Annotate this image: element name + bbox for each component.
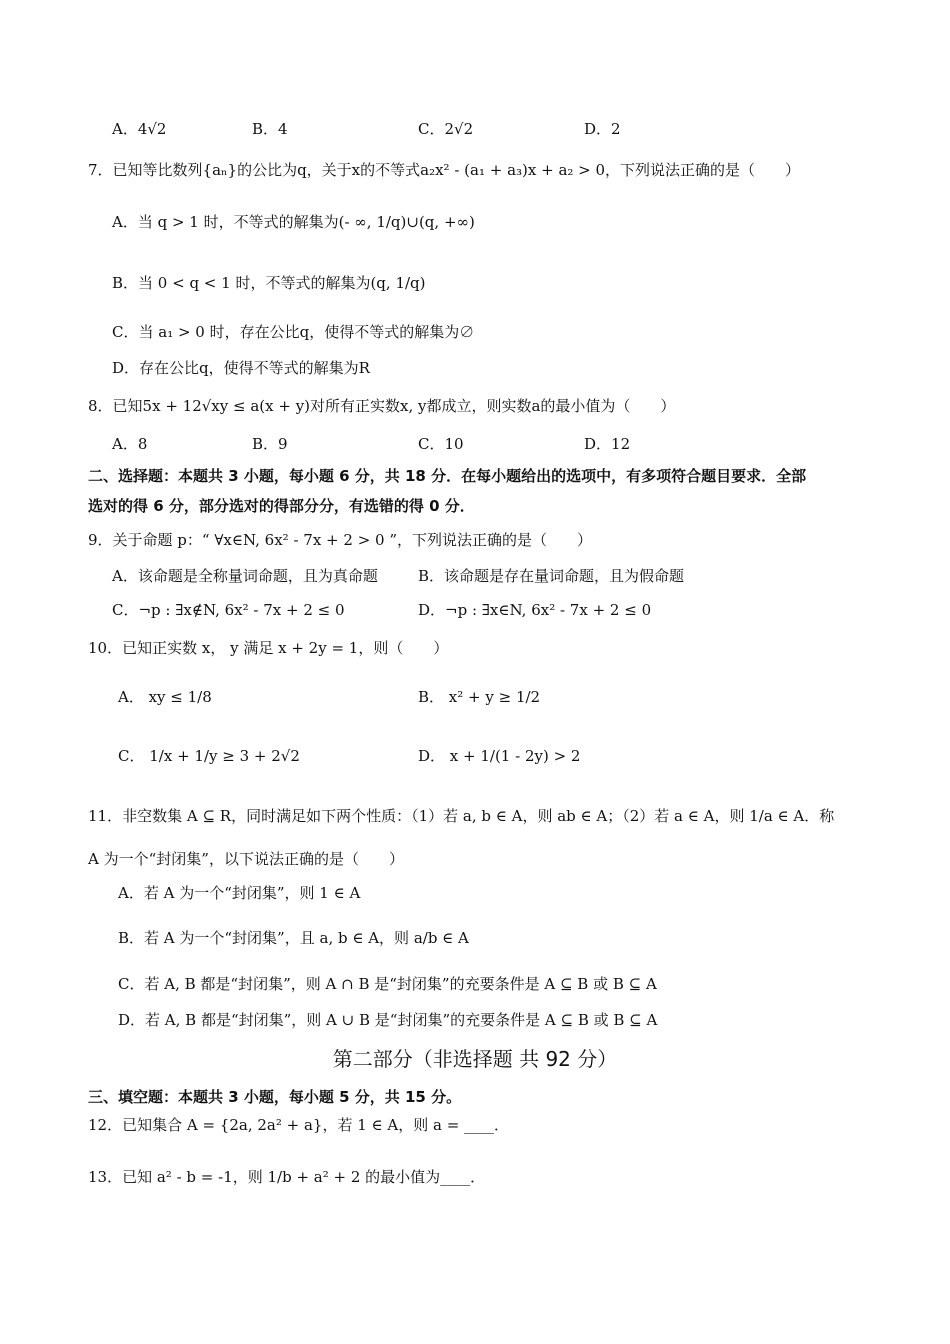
- part2-title: 第二部分（非选择题 共 92 分）: [332, 1047, 618, 1071]
- q7-option-a: A．当 q > 1 时，不等式的解集为(- ∞, 1/q)∪(q, +∞): [112, 213, 475, 231]
- q10-option-d: D． x + 1/(1 - 2y) > 2: [418, 747, 581, 765]
- q8-stem: 8．已知5x + 12√xy ≤ a(x + y)对所有正实数x, y都成立，则实数a的最小值为（ ）: [88, 397, 676, 415]
- q6-option-c: C．2√2: [418, 120, 474, 138]
- q11-option-a: A．若 A 为一个“封闭集”，则 1 ∈ A: [118, 884, 361, 902]
- q8-option-c: C．10: [418, 435, 464, 453]
- q6-option-a: A．4√2: [112, 120, 167, 138]
- q11-option-b: B．若 A 为一个“封闭集”，且 a, b ∈ A，则 a/b ∈ A: [118, 929, 469, 947]
- q7-stem: 7．已知等比数列{aₙ}的公比为q，关于x的不等式a₂x² - (a₁ + a₃)x + a₂ > 0，下列说法正确的是（ ）: [88, 161, 801, 179]
- q11-option-c: C．若 A, B 都是“封闭集”，则 A ∩ B 是“封闭集”的充要条件是 A ⊆ B 或 B ⊆ A: [118, 975, 657, 993]
- q11-stem-line1: 11．非空数集 A ⊆ R，同时满足如下两个性质：（1）若 a, b ∈ A，则 ab ∈ A；（2）若 a ∈ A，则 1/a ∈ A．称: [88, 807, 835, 825]
- q10-option-c: C． 1/x + 1/y ≥ 3 + 2√2: [118, 747, 300, 765]
- q7-option-d: D．存在公比q，使得不等式的解集为R: [112, 359, 370, 377]
- q8-option-b: B．9: [252, 435, 288, 453]
- q10-option-b: B． x² + y ≥ 1/2: [418, 688, 541, 706]
- q9-option-b: B．该命题是存在量词命题，且为假命题: [418, 567, 685, 585]
- q8-option-d: D．12: [584, 435, 631, 453]
- q8-option-a: A．8: [112, 435, 148, 453]
- q6-option-b: B．4: [252, 120, 288, 138]
- q11-stem-line2: A 为一个“封闭集”，以下说法正确的是（ ）: [88, 850, 404, 868]
- q10-stem: 10．已知正实数 x， y 满足 x + 2y = 1，则（ ）: [88, 639, 449, 657]
- q9-option-c: C．¬p : ∃x∉N, 6x² - 7x + 2 ≤ 0: [112, 601, 345, 619]
- q7-option-c: C．当 a₁ > 0 时，存在公比q，使得不等式的解集为∅: [112, 323, 475, 341]
- q11-option-d: D．若 A, B 都是“封闭集”，则 A ∪ B 是“封闭集”的充要条件是 A ⊆ B 或 B ⊆ A: [118, 1011, 658, 1029]
- section2-heading-line1: 二、选择题：本题共 3 小题，每小题 6 分，共 18 分．在每小题给出的选项中，有多项符合题目要求．全部: [88, 467, 807, 485]
- q12-stem: 12．已知集合 A = {2a, 2a² + a}，若 1 ∈ A，则 a = ____．: [88, 1116, 510, 1134]
- q9-option-d: D．¬p : ∃x∈N, 6x² - 7x + 2 ≤ 0: [418, 601, 652, 619]
- q7-option-b: B．当 0 < q < 1 时，不等式的解集为(q, 1/q): [112, 274, 426, 292]
- q13-stem: 13．已知 a² - b = -1，则 1/b + a² + 2 的最小值为____．: [88, 1168, 486, 1186]
- q9-stem: 9．关于命题 p：“ ∀x∈N, 6x² - 7x + 2 > 0 ”，下列说法正确的是（ ）: [88, 531, 593, 549]
- q9-option-a: A．该命题是全称量词命题，且为真命题: [112, 567, 378, 585]
- q6-option-d: D．2: [584, 120, 621, 138]
- q10-option-a: A． xy ≤ 1/8: [118, 688, 212, 706]
- section3-heading: 三、填空题：本题共 3 小题，每小题 5 分，共 15 分。: [88, 1088, 462, 1106]
- section2-heading-line2: 选对的得 6 分，部分选对的得部分分，有选错的得 0 分．: [88, 497, 475, 515]
